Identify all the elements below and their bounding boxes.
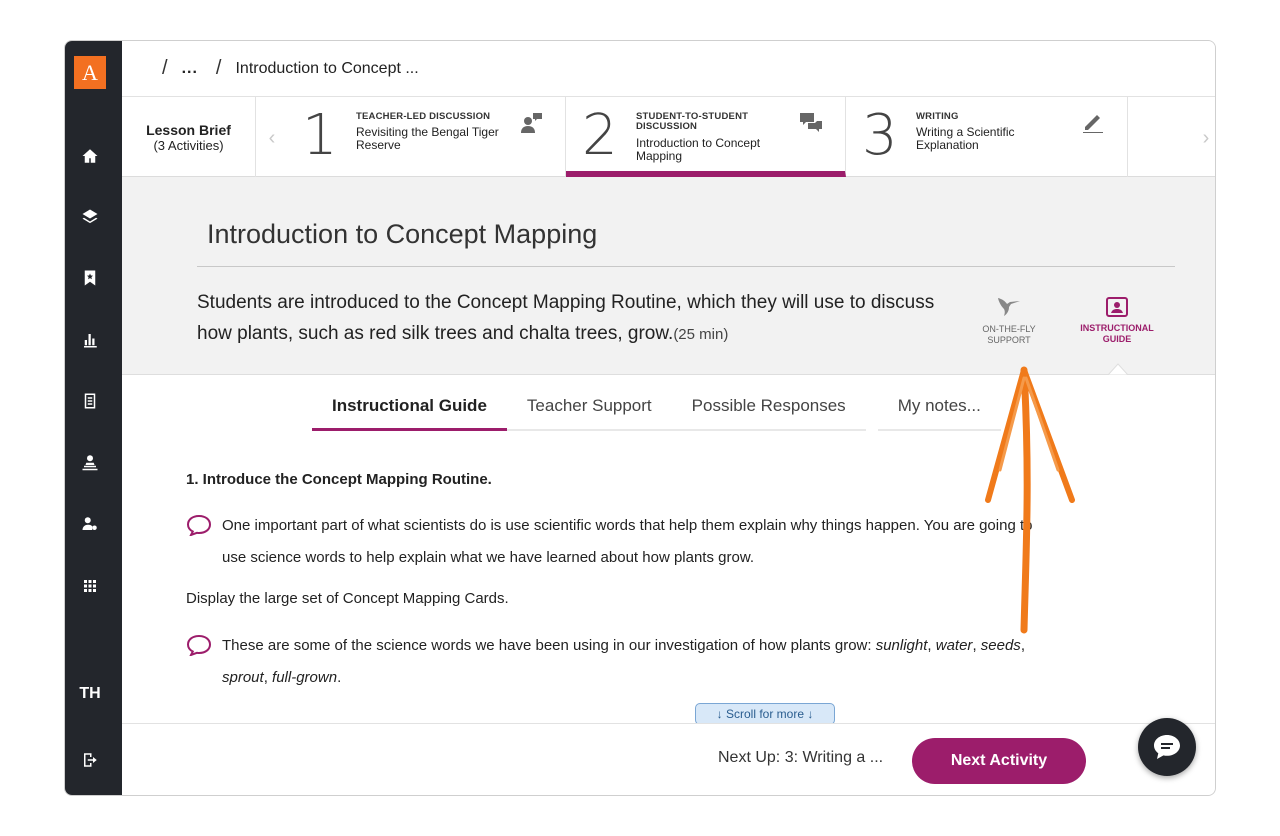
say-text: One important part of what scientists do is use scientific words that help them explain why things happen. You are going to use science words to help explain what we have learned about how plants grow. <box>222 517 1033 566</box>
activity-step-2[interactable] <box>566 97 846 177</box>
app-logo[interactable]: A <box>74 56 106 89</box>
instructional-guide-button[interactable] <box>1067 297 1167 345</box>
lesson-brief[interactable] <box>122 97 256 177</box>
step-number: 3 <box>862 103 898 168</box>
breadcrumb-ellipsis[interactable]: ... <box>181 59 198 77</box>
chat-icon <box>1152 733 1182 761</box>
step-kind: WRITING <box>916 111 959 122</box>
apps-grid-icon[interactable] <box>77 573 103 599</box>
vocab-word: sprout <box>222 669 264 686</box>
activity-header <box>122 177 1215 375</box>
step-name: Writing a Scientific Explanation <box>916 125 1015 152</box>
chevron-right-icon[interactable]: › <box>1202 126 1210 149</box>
teacher-icon[interactable] <box>77 449 103 475</box>
lesson-brief-count: (3 Activities) <box>153 137 224 153</box>
step-heading: 1. Introduce the Concept Mapping Routine. <box>186 471 492 488</box>
chevron-left-icon[interactable]: ‹ <box>268 126 276 149</box>
user-settings-icon[interactable] <box>77 511 103 537</box>
footer-bar <box>122 723 1215 795</box>
breadcrumb-current: Introduction to Concept ... <box>235 59 419 77</box>
home-icon[interactable] <box>77 143 103 169</box>
vocab-word: sunlight <box>875 637 928 654</box>
step-name: Introduction to Concept Mapping <box>636 136 761 163</box>
chat-button[interactable] <box>1138 718 1196 776</box>
vocab-word: water <box>935 637 973 654</box>
pointer-caret <box>1108 363 1128 375</box>
next-up-label: Next Up: 3: Writing a ... <box>718 749 884 766</box>
tab-my-notes[interactable]: My notes... <box>878 395 1001 431</box>
page-title: Introduction to Concept Mapping <box>207 219 598 249</box>
vocab-word: seeds <box>980 637 1021 654</box>
tool-label: SUPPORT <box>987 335 1031 345</box>
tool-label: GUIDE <box>1102 334 1132 344</box>
pencil-icon <box>1081 111 1105 133</box>
breadcrumb <box>122 41 1215 97</box>
next-activity-button[interactable]: Next Activity <box>912 738 1086 784</box>
layers-icon[interactable] <box>77 204 103 230</box>
breadcrumb-separator: / <box>162 57 168 79</box>
vocab-word: full-grown <box>272 669 338 686</box>
speech-bubble-icon <box>186 634 212 656</box>
say-block <box>186 510 1046 574</box>
chat-bubbles-icon <box>799 111 823 133</box>
app-window <box>64 40 1216 796</box>
breadcrumb-separator: / <box>215 57 222 79</box>
content-tabs <box>312 395 1001 429</box>
description-text: Students are introduced to the Concept Mapping Routine, which they will use to discuss how plants, such as red silk trees and chalta trees, grow. <box>197 292 935 344</box>
scroll-for-more-button[interactable]: ↓ Scroll for more ↓ <box>695 703 835 725</box>
tab-teacher-support[interactable]: Teacher Support <box>507 395 672 431</box>
speech-bubble-icon <box>186 514 212 536</box>
hummingbird-icon <box>996 294 1022 318</box>
chart-icon[interactable] <box>77 327 103 353</box>
lesson-brief-label: Lesson Brief <box>146 121 231 138</box>
tool-label: ON-THE-FLY <box>982 324 1036 334</box>
guide-icon <box>1106 297 1128 317</box>
say-block: These are some of the science words we have been using in our investigation of how plants grow: sunlight, water, seeds, sprout, full-grown. <box>186 630 1046 694</box>
activity-duration: (25 min) <box>673 326 729 343</box>
activity-step-3[interactable] <box>846 97 1128 177</box>
tab-possible-responses[interactable]: Possible Responses <box>672 395 866 431</box>
tool-label: INSTRUCTIONAL <box>1080 323 1154 333</box>
document-icon[interactable] <box>77 388 103 414</box>
on-the-fly-support-button[interactable] <box>974 294 1044 346</box>
bookmark-icon[interactable] <box>77 265 103 291</box>
main-content <box>122 375 1215 725</box>
sidebar <box>65 41 122 796</box>
discussion-icon <box>519 111 543 133</box>
step-number: 2 <box>582 103 618 168</box>
step-number: 1 <box>302 103 338 168</box>
activity-step-1[interactable] <box>286 97 566 177</box>
activity-description <box>197 287 937 350</box>
guide-content <box>186 471 1046 708</box>
say-text: These are some of the science words we have been using in our investigation of how plants grow: <box>222 637 876 654</box>
divider <box>197 266 1175 267</box>
activity-stepper <box>122 97 1215 177</box>
tab-instructional-guide[interactable]: Instructional Guide <box>312 395 507 431</box>
step-name: Revisiting the Bengal Tiger Reserve <box>356 125 499 152</box>
user-initials[interactable]: TH <box>79 685 101 702</box>
logout-icon[interactable] <box>77 747 103 773</box>
step-kind: STUDENT-TO-STUDENT DISCUSSION <box>636 111 749 132</box>
instruction-text: Display the large set of Concept Mapping Cards. <box>186 590 509 607</box>
step-kind: TEACHER-LED DISCUSSION <box>356 111 491 122</box>
